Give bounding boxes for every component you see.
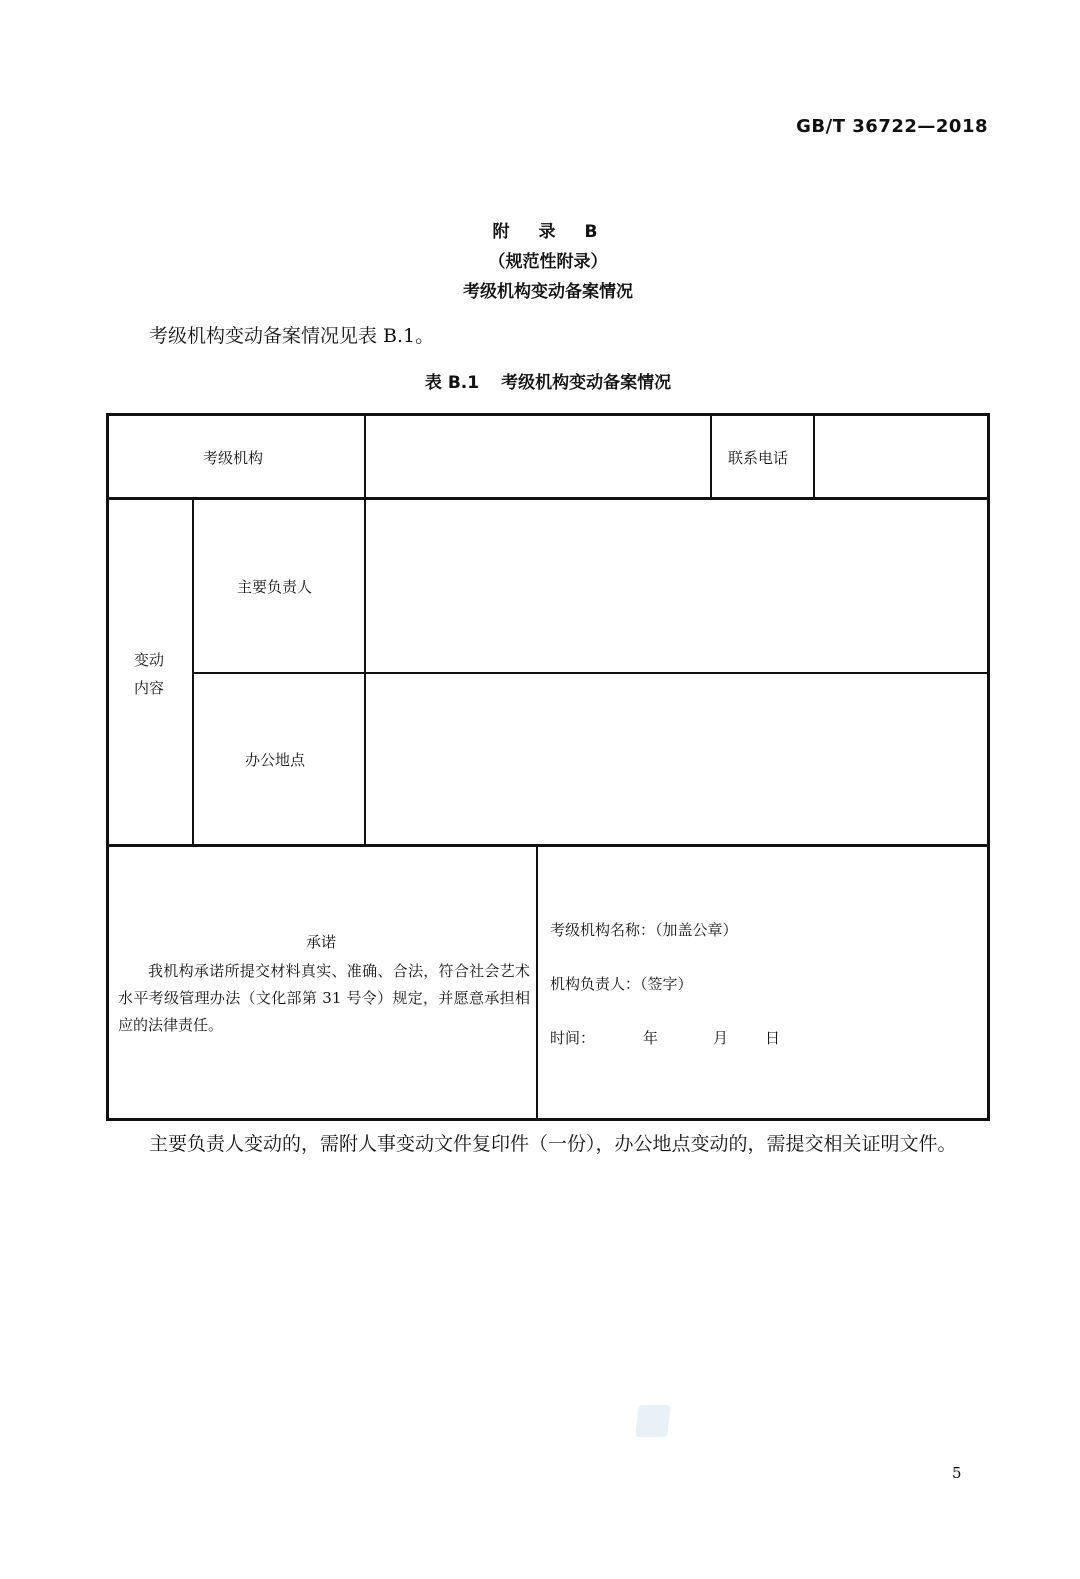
org-name-seal-label: 考级机构名称：（加盖公章） — [550, 921, 738, 939]
watermark-logo-icon — [635, 1405, 670, 1437]
phone-label: 联系电话 — [728, 449, 789, 467]
footnote-text: 主要负责人变动的，需附人事变动文件复印件（一份），办公地点变动的，需提交相关证明文件。 — [149, 1133, 957, 1155]
appendix-label: 附 录 B — [492, 222, 604, 242]
row-divider-change — [106, 844, 990, 847]
row-divider-org — [106, 497, 990, 500]
year-label: 年 — [643, 1029, 659, 1047]
standard-number: GB/T 36722—2018 — [796, 116, 988, 137]
office-label: 办公地点 — [245, 751, 306, 769]
col-divider-promise — [536, 845, 538, 1121]
month-label: 月 — [713, 1029, 729, 1047]
appendix-type: （规范性附录） — [488, 252, 608, 272]
principal-label: 主要负责人 — [237, 578, 313, 596]
appendix-title: 考级机构变动备案情况 — [463, 282, 633, 302]
table-caption — [0, 368, 1080, 393]
responsible-signature-label: 机构负责人：（签字） — [550, 975, 693, 993]
intro-text: 考级机构变动备案情况见表 B.1。 — [149, 325, 435, 347]
row-divider-principal — [193, 672, 990, 674]
col-divider-phone-left — [710, 413, 712, 499]
col-divider-change-label — [192, 498, 194, 846]
day-label: 日 — [765, 1029, 781, 1047]
col-divider-phone-right — [813, 413, 815, 499]
org-label: 考级机构 — [203, 449, 264, 467]
time-label: 时间： — [550, 1029, 596, 1047]
table-caption-number: 表 B.1 — [424, 373, 480, 393]
promise-title: 承诺 — [306, 933, 337, 951]
col-divider-org-label — [364, 413, 366, 846]
change-content-label-line2: 内容 — [134, 679, 165, 697]
change-content-label-line1: 变动 — [134, 651, 165, 669]
table-caption-title: 考级机构变动备案情况 — [501, 373, 672, 393]
promise-text: 我机构承诺所提交材料真实、准确、合法，符合社会艺术水平考级管理办法（文化部第 31 号令）规定，并愿意承担相应的法律责任。 — [118, 962, 530, 1034]
page-number: 5 — [952, 1464, 962, 1482]
